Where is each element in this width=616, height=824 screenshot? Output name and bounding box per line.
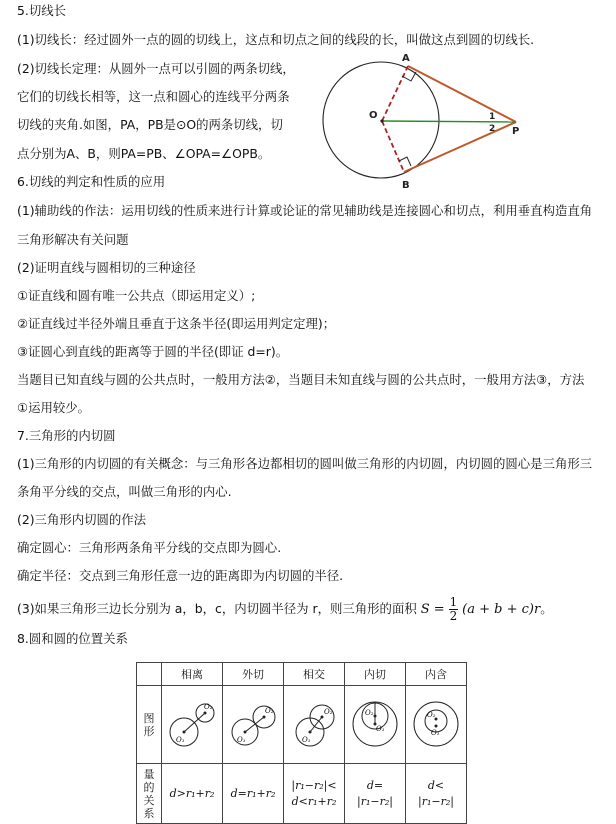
cont-o1: O₁ bbox=[431, 729, 440, 737]
row2-char-3: 关 bbox=[143, 793, 155, 807]
rel-internal-l2: |r₁−r₂| bbox=[357, 794, 393, 808]
circle-position-table bbox=[136, 662, 467, 824]
row1-char-1: 图 bbox=[143, 711, 155, 725]
diagram-separate bbox=[162, 686, 222, 760]
row2-char-2: 的 bbox=[143, 780, 155, 794]
s5-p2-l2: 它们的切线长相等，这一点和圆心的连线平分两条 bbox=[17, 89, 290, 104]
radius-ob bbox=[382, 121, 404, 172]
area-rhs: (a + b + c)r bbox=[462, 602, 541, 617]
intang-o1: O₁ bbox=[376, 725, 385, 733]
rel-intersect-l1: |r₁−r₂|< bbox=[291, 778, 337, 792]
fig-separate bbox=[162, 686, 223, 764]
table-header-row bbox=[137, 663, 467, 686]
label-angle-2: 2 bbox=[489, 124, 496, 134]
s7-p3-text: (3)如果三角形三边长分别为 a，b，c，内切圆半径为 r，则三角形的面积 bbox=[17, 601, 417, 616]
s7-p3-end: 。 bbox=[540, 601, 553, 616]
diagram-contain bbox=[406, 686, 466, 760]
sep-o1: O₁ bbox=[176, 736, 185, 744]
rel-contain-l2: |r₁−r₂| bbox=[418, 794, 454, 808]
s5-p1: (1)切线长：经过圆外一点的圆的切线上，这点和切点之间的线段的长，叫做这点到圆的切线长. bbox=[17, 32, 535, 47]
ext-o1: O₁ bbox=[237, 736, 246, 744]
ext-o2: O₂ bbox=[265, 707, 274, 715]
fraction-num: 1 bbox=[449, 595, 458, 609]
fig-external bbox=[223, 686, 284, 764]
row2-char-1: 量 bbox=[143, 767, 155, 781]
rel-contain-l1: d< bbox=[427, 778, 445, 792]
tangent-figure bbox=[306, 48, 534, 194]
s7-center: 确定圆心：三角形两条角平分线的交点即为圆心. bbox=[17, 540, 282, 555]
s7-title: 7.三角形的内切圆 bbox=[17, 428, 116, 443]
cont-o2: O₂ bbox=[427, 711, 436, 719]
row1-char-2: 形 bbox=[143, 724, 155, 738]
label-b: B bbox=[402, 180, 410, 191]
row-label-relation bbox=[137, 764, 162, 824]
table-corner bbox=[137, 663, 162, 686]
s5-p2-l3: 切线的夹角.如图，PA，PB是⊙O的两条切线，切 bbox=[17, 117, 283, 132]
center-dot bbox=[380, 119, 383, 122]
table-figure-row bbox=[137, 686, 467, 764]
header-contain: 内含 bbox=[406, 663, 467, 686]
s8-title: 8.圆和圆的位置关系 bbox=[17, 631, 128, 646]
fig-internal bbox=[345, 686, 406, 764]
s6-method-3: ③证圆心到直线的距离等于圆的半径(即证 d=r)。 bbox=[17, 344, 289, 359]
s6-note-l1: 当题目已知直线与圆的公共点时，一般用方法②，当题目未知直线与圆的公共点时，一般用方法③，方法 bbox=[17, 372, 585, 387]
tangent-pa bbox=[408, 66, 516, 122]
label-p: P bbox=[512, 126, 520, 137]
s6-method-2: ②证直线过半径外端且垂直于这条半径(即运用判定定理)； bbox=[17, 316, 336, 331]
tangent-pb bbox=[404, 122, 516, 172]
rel-internal-l1: d= bbox=[366, 778, 384, 792]
s5-title: 5.切线长 bbox=[17, 3, 66, 18]
header-intersect: 相交 bbox=[284, 663, 345, 686]
center-line-op bbox=[382, 121, 516, 122]
rel-external bbox=[223, 764, 284, 824]
rel-separate-text: d>r₁+r₂ bbox=[169, 786, 215, 800]
fraction-den: 2 bbox=[449, 609, 458, 623]
header-separate: 相离 bbox=[162, 663, 223, 686]
radius-oa bbox=[382, 66, 408, 121]
s5-p2-l1: (2)切线长定理：从圆外一点可以引圆的两条切线， bbox=[17, 61, 295, 76]
s7-p2: (2)三角形内切圆的作法 bbox=[17, 512, 147, 527]
s6-note-l2: ①运用较少。 bbox=[17, 400, 91, 415]
sep-o2: O₂ bbox=[204, 703, 213, 711]
fraction-half bbox=[449, 596, 459, 623]
int-o2: O₂ bbox=[324, 708, 333, 716]
s6-p1-l2: 三角形解决有关问题 bbox=[17, 232, 129, 247]
row-label-figure bbox=[137, 686, 162, 764]
rel-intersect-l2: d<r₁+r₂ bbox=[291, 794, 337, 808]
s7-p1-l1: (1)三角形的内切圆的有关概念：与三角形各边都相切的圆叫做三角形的内切圆，内切圆的圆心是三角形三 bbox=[17, 456, 593, 471]
s6-title: 6.切线的判定和性质的应用 bbox=[17, 174, 166, 189]
rel-separate bbox=[162, 764, 223, 824]
fig-contain bbox=[406, 686, 467, 764]
diagram-internal bbox=[345, 686, 405, 760]
s7-p1-l2: 条角平分线的交点，叫做三角形的内心. bbox=[17, 484, 232, 499]
label-angle-1: 1 bbox=[489, 112, 496, 122]
diagram-external bbox=[223, 686, 283, 760]
s7-p3 bbox=[17, 596, 553, 623]
label-a: A bbox=[402, 53, 410, 64]
int-o1: O₁ bbox=[302, 736, 311, 744]
fig-intersect bbox=[284, 686, 345, 764]
header-internal-tangent: 内切 bbox=[345, 663, 406, 686]
s6-p1-l1: (1)辅助线的作法：运用切线的性质来进行计算或论证的常见辅助线是连接圆心和切点，利用垂直构造直角 bbox=[17, 203, 593, 218]
area-lhs: S = bbox=[420, 602, 445, 617]
s6-method-1: ①证直线和圆有唯一公共点（即运用定义）; bbox=[17, 288, 256, 303]
rel-external-text: d=r₁+r₂ bbox=[230, 786, 276, 800]
rel-intersect bbox=[284, 764, 345, 824]
s7-radius: 确定半径：交点到三角形任意一边的距离即为内切圆的半径. bbox=[17, 568, 344, 583]
s5-p2-l4: 点分别为A、B，则PA=PB、∠OPA=∠OPB。 bbox=[17, 146, 271, 161]
header-external-tangent: 外切 bbox=[223, 663, 284, 686]
label-o: O bbox=[369, 110, 378, 121]
s6-p2: (2)证明直线与圆相切的三种途径 bbox=[17, 260, 196, 275]
right-angle-b bbox=[399, 157, 411, 166]
row2-char-4: 系 bbox=[143, 806, 155, 820]
rel-contain bbox=[406, 764, 467, 824]
rel-internal bbox=[345, 764, 406, 824]
intang-o2: O₂ bbox=[365, 709, 374, 717]
table-relation-row bbox=[137, 764, 467, 824]
diagram-intersect bbox=[284, 686, 344, 760]
